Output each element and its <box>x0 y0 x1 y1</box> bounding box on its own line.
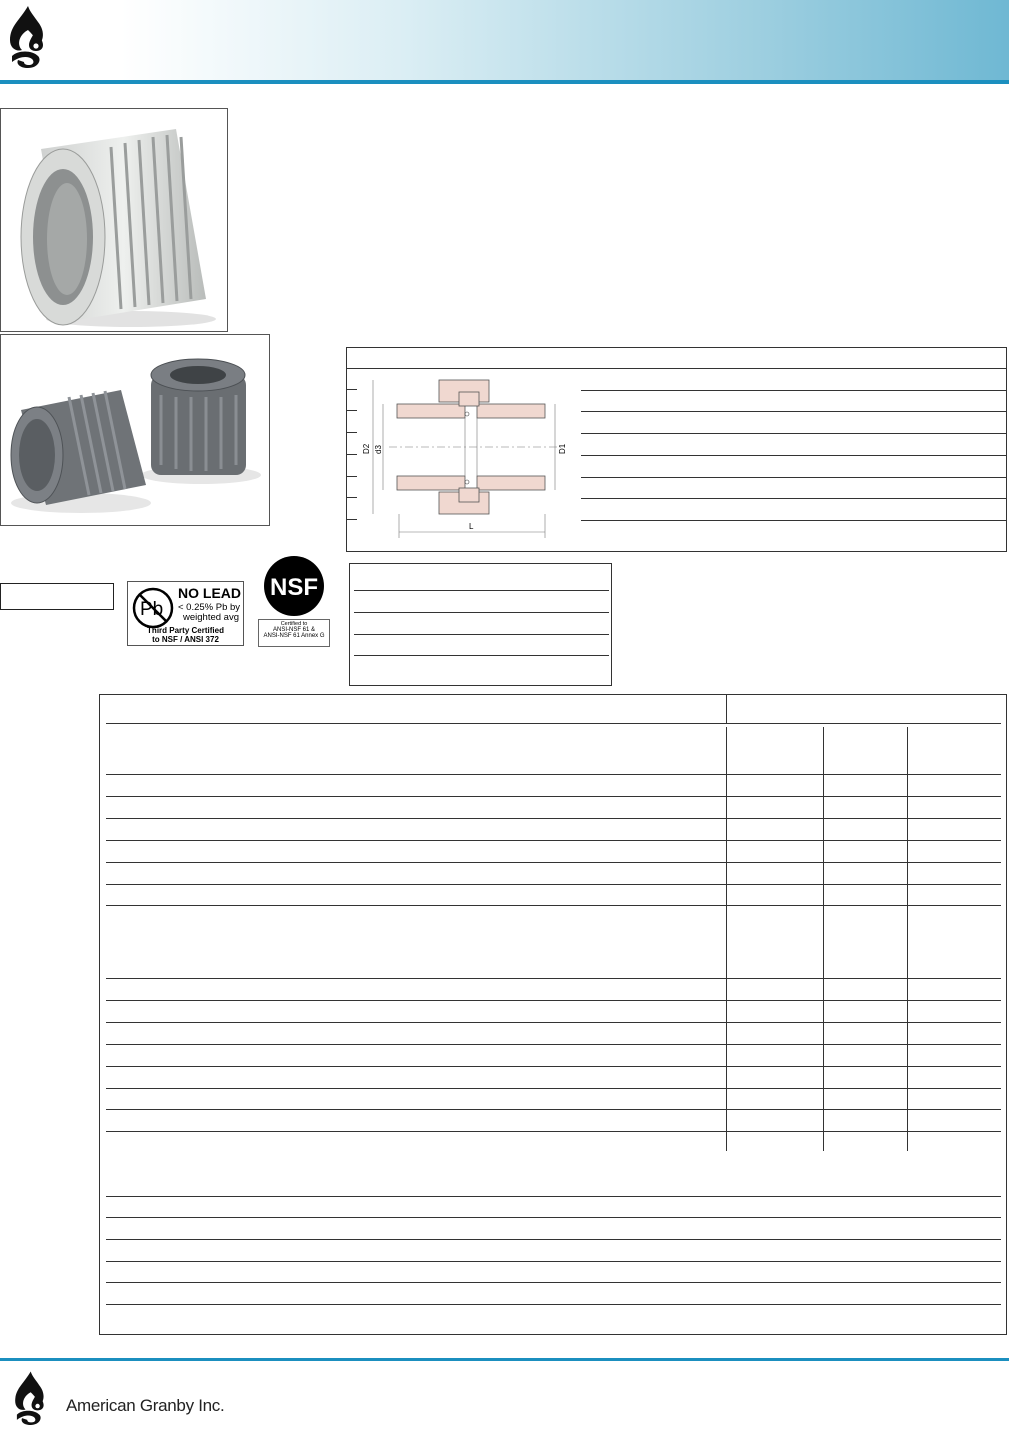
main-table-rule <box>106 1239 1001 1240</box>
dim-row-tick <box>347 476 357 477</box>
nsf-logo <box>261 555 327 617</box>
main-table-rule <box>106 1282 1001 1283</box>
main-table-rule <box>106 1131 1001 1132</box>
main-table-rule <box>106 1261 1001 1262</box>
no-lead-cert2: to NSF / ANSI 372 <box>152 635 219 644</box>
small-table-rule <box>354 612 609 613</box>
main-table-col-rule <box>726 695 727 723</box>
main-table-rule <box>106 1022 1001 1023</box>
no-lead-line1: < 0.25% Pb by <box>178 602 241 613</box>
main-table-rule <box>106 1109 1001 1110</box>
dim-row-tick <box>347 519 357 520</box>
dim-label-d3: d3 <box>374 445 383 454</box>
main-table-rule <box>106 796 1001 797</box>
small-table-rule <box>354 655 609 656</box>
footer-company-name: American Granby Inc. <box>66 1396 225 1415</box>
main-table-rule <box>106 1088 1001 1089</box>
main-table-rule <box>106 978 1001 979</box>
no-lead-pb-icon <box>131 586 175 630</box>
main-table-rule <box>106 1000 1001 1001</box>
no-lead-cert1: Third Party Certified <box>147 626 224 635</box>
union-fittings-dark-image <box>1 335 269 525</box>
nsf-badge <box>258 555 330 647</box>
dim-table-rule <box>581 498 1006 499</box>
dim-row-tick <box>347 454 357 455</box>
dim-label-d2: D2 <box>362 443 371 454</box>
main-table-rule <box>106 774 1001 775</box>
dim-table-rule <box>347 368 1006 369</box>
product-photo-top <box>0 108 228 332</box>
dimension-table-frame <box>346 347 1007 552</box>
main-table-rule <box>106 862 1001 863</box>
footer-rule <box>0 1358 1009 1361</box>
label-box <box>0 583 114 610</box>
header-rule <box>0 80 1009 84</box>
nsf-cert-line2: ANSI-NSF 61 & <box>272 627 315 633</box>
no-lead-line2: weighted avg <box>183 612 239 623</box>
main-table-rule <box>106 905 1001 906</box>
no-lead-badge <box>127 581 244 646</box>
svg-text:Pb: Pb <box>140 599 164 620</box>
main-table-rule <box>106 1304 1001 1305</box>
main-table-rule <box>106 1217 1001 1218</box>
dim-row-tick <box>347 389 357 390</box>
small-table-rule <box>354 590 609 591</box>
dim-table-rule <box>581 520 1006 521</box>
dim-table-rule <box>581 390 1006 391</box>
small-table-rule <box>354 634 609 635</box>
main-table-rule <box>106 818 1001 819</box>
footer-logo-icon <box>10 1368 60 1432</box>
main-table-rule <box>106 1044 1001 1045</box>
svg-text:NSF: NSF <box>270 574 318 601</box>
main-table-rule <box>106 840 1001 841</box>
no-lead-title: NO LEAD <box>178 585 241 601</box>
dim-label-d1: D1 <box>558 443 567 454</box>
main-table-rule <box>106 1196 1001 1197</box>
dim-label-l: L <box>469 522 474 531</box>
dim-table-rule <box>581 477 1006 478</box>
main-table-rule <box>106 723 1001 724</box>
union-cross-section-drawing <box>359 374 579 546</box>
nsf-cert-line3: ANSI-NSF 61 Annex G <box>263 633 325 639</box>
main-spec-table <box>99 694 1007 1335</box>
spec-table-small <box>349 563 612 686</box>
dim-table-rule <box>581 411 1006 412</box>
dim-table-rule <box>581 433 1006 434</box>
dim-row-tick <box>347 497 357 498</box>
main-table-rule <box>106 1066 1001 1067</box>
header-band <box>0 0 1009 82</box>
union-fitting-image <box>1 109 227 331</box>
nsf-cert-box <box>258 619 330 647</box>
main-table-rule <box>106 884 1001 885</box>
nsf-cert-line1: Certified to <box>280 621 308 627</box>
company-logo-icon <box>4 4 62 74</box>
dim-row-tick <box>347 410 357 411</box>
product-photo-bottom <box>0 334 270 526</box>
dim-table-rule <box>581 455 1006 456</box>
dim-row-tick <box>347 432 357 433</box>
